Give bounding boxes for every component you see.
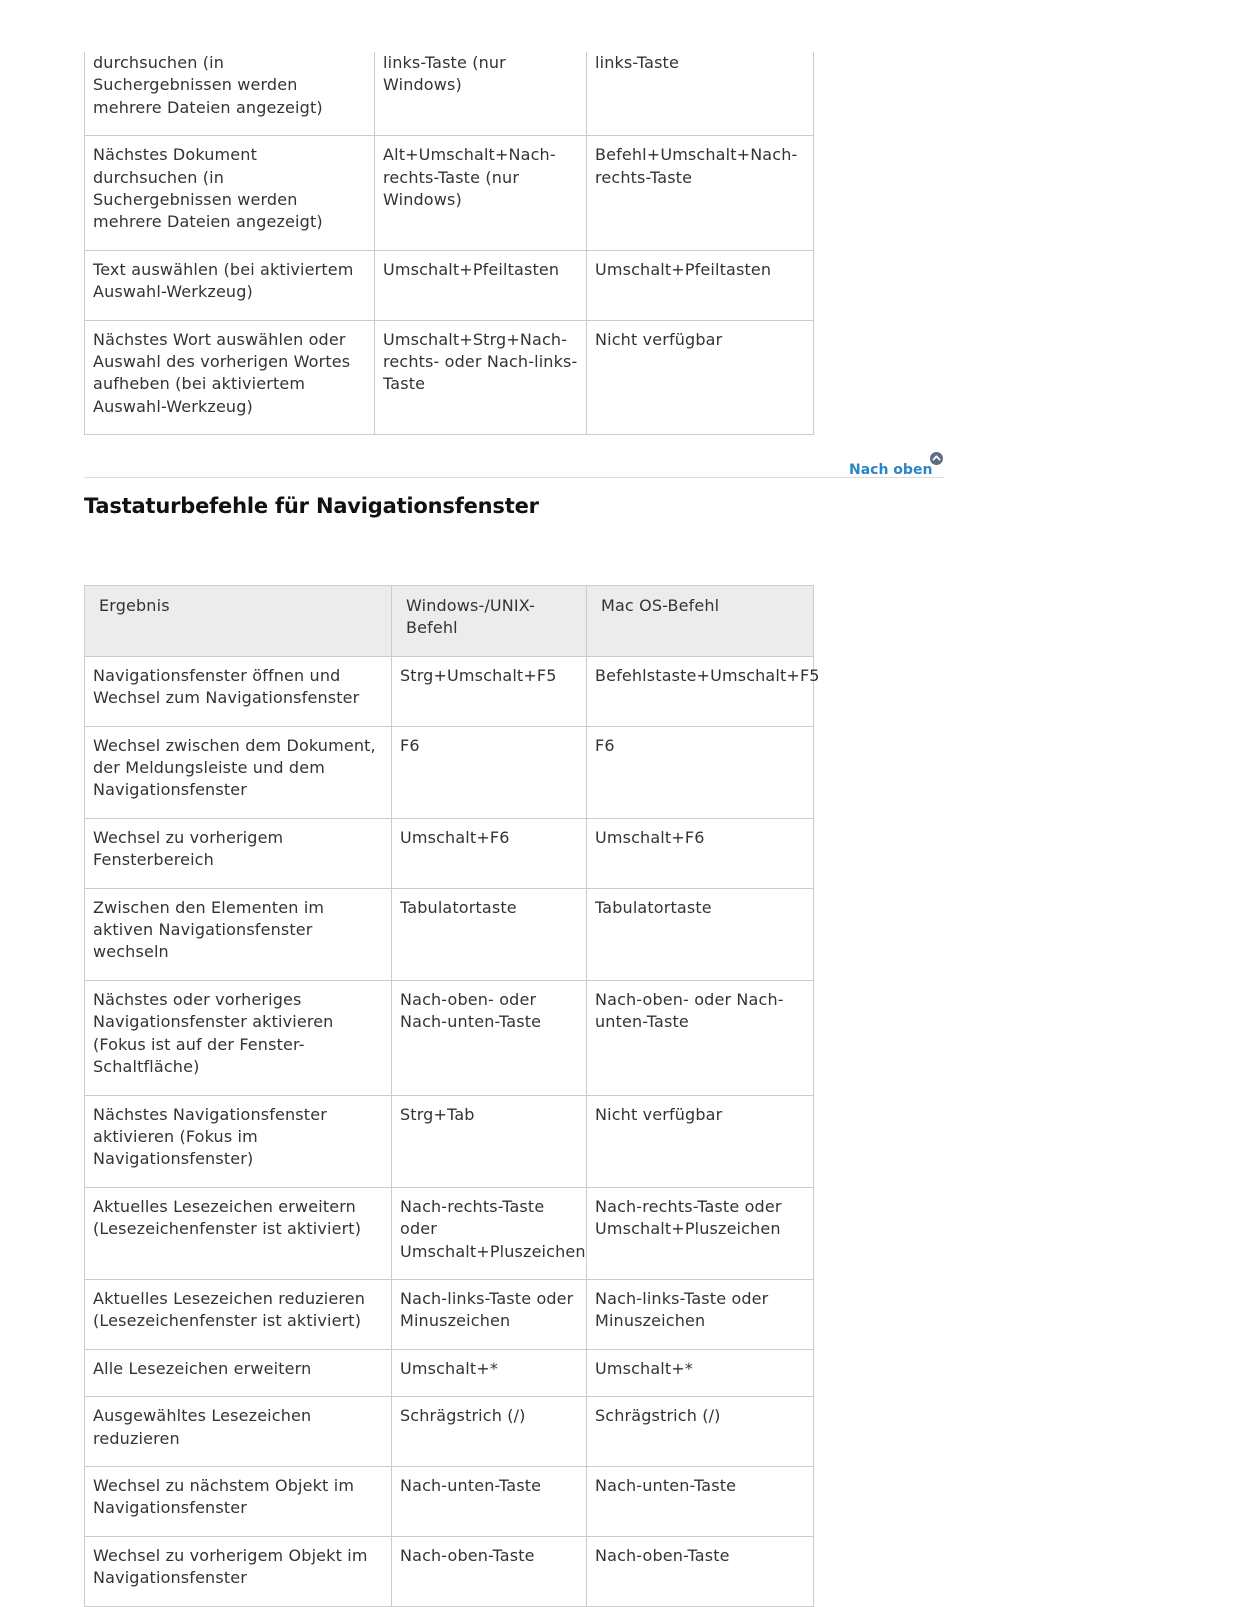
table-cell-windows: Strg+Tab [392,1095,587,1187]
table-row [85,1095,814,1187]
shortcuts-table-continued [84,52,814,435]
section-title: Tastaturbefehle für Navigationsfenster [84,494,539,518]
table-cell-windows: Nach-unten-Taste [392,1466,587,1536]
table-cell-windows: Nach-oben- oder Nach-unten-Taste [392,980,587,1095]
table-row [85,726,814,818]
table-cell-mac: Befehlstaste+Umschalt+F5 [587,656,814,726]
back-to-top-link[interactable]: Nach oben [849,462,933,478]
table-cell-result: Nächstes Dokument durchsuchen (in Suchergebnissen werden mehrere Dateien angezeigt) [85,136,375,251]
table-cell-result: durchsuchen (in Suchergebnissen werden mehrere Dateien angezeigt) [85,52,375,136]
table-cell-windows: Strg+Umschalt+F5 [392,656,587,726]
table-row [85,136,814,251]
table-cell-windows: links-Taste (nur Windows) [375,52,587,136]
table-row [85,888,814,980]
section-divider [84,477,944,478]
table-row [85,1397,814,1467]
table-cell-mac: Befehl+Umschalt+Nach-rechts-Taste [587,136,814,251]
table-row [85,980,814,1095]
nav-table-viewport [84,585,820,1588]
table-row [85,1466,814,1536]
table-cell-mac: F6 [587,726,814,818]
table-row [85,52,814,136]
table-cell-mac: Nach-oben- oder Nach-unten-Taste [587,980,814,1095]
table-row [85,818,814,888]
table-cell-mac: Nach-oben-Taste [587,1536,814,1606]
table-cell-result: Aktuelles Lesezeichen erweitern (Lesezeichenfenster ist aktiviert) [85,1187,392,1279]
table-cell-result: Text auswählen (bei aktiviertem Auswahl-Werkzeug) [85,250,375,320]
table-cell-mac: Nicht verfügbar [587,320,814,435]
table-row [85,656,814,726]
table-cell-result: Wechsel zu vorherigem Objekt im Navigationsfenster [85,1536,392,1606]
table-cell-mac: Nach-rechts-Taste oder Umschalt+Pluszeichen [587,1187,814,1279]
table-cell-windows: Schrägstrich (/) [392,1397,587,1467]
table-cell-mac: Schrägstrich (/) [587,1397,814,1467]
table-cell-windows: Umschalt+F6 [392,818,587,888]
table-cell-windows: Nach-rechts-Taste oder Umschalt+Pluszeichen [392,1187,587,1279]
table-cell-result: Navigationsfenster öffnen und Wechsel zum Navigationsfenster [85,656,392,726]
table-row [85,1536,814,1606]
table-cell-windows: Umschalt+Pfeiltasten [375,250,587,320]
table-cell-windows: Nach-links-Taste oder Minuszeichen [392,1279,587,1349]
column-header-windows: Windows-/UNIX-Befehl [392,586,587,657]
table-cell-mac: Umschalt+F6 [587,818,814,888]
table-cell-windows: Umschalt+* [392,1349,587,1396]
table-cell-result: Zwischen den Elementen im aktiven Navigationsfenster wechseln [85,888,392,980]
table-cell-mac: Umschalt+Pfeiltasten [587,250,814,320]
table-cell-mac: links-Taste [587,52,814,136]
navigation-shortcuts-table [84,585,820,1607]
table-cell-result: Nächstes Navigationsfenster aktivieren (Fokus im Navigationsfenster) [85,1095,392,1187]
table-cell-mac: Umschalt+* [587,1349,814,1396]
column-header-mac: Mac OS-Befehl [587,586,814,657]
table-cell-result: Ausgewähltes Lesezeichen reduzieren [85,1397,392,1467]
table-cell-result: Nächstes Wort auswählen oder Auswahl des vorherigen Wortes aufheben (bei aktiviertem Auswahl-Werkzeug) [85,320,375,435]
table-header-row [85,586,814,657]
column-header-result: Ergebnis [85,586,392,657]
table-row [85,1279,814,1349]
table-cell-mac: Nach-links-Taste oder Minuszeichen [587,1279,814,1349]
table-cell-result: Alle Lesezeichen erweitern [85,1349,392,1396]
table-cell-windows: Nach-oben-Taste [392,1536,587,1606]
table-cell-windows: Alt+Umschalt+Nach-rechts-Taste (nur Windows) [375,136,587,251]
table-row [85,1187,814,1279]
table-cell-mac: Nach-unten-Taste [587,1466,814,1536]
table-cell-result: Wechsel zwischen dem Dokument, der Meldungsleiste und dem Navigationsfenster [85,726,392,818]
table-cell-windows: Umschalt+Strg+Nach-rechts- oder Nach-links-Taste [375,320,587,435]
table-cell-result: Nächstes oder vorheriges Navigationsfenster aktivieren (Fokus ist auf der Fenster-Schaltfläche) [85,980,392,1095]
table-cell-mac: Tabulatortaste [587,888,814,980]
table-cell-windows: Tabulatortaste [392,888,587,980]
table-cell-windows: F6 [392,726,587,818]
table-cell-result: Wechsel zu nächstem Objekt im Navigationsfenster [85,1466,392,1536]
table-row [85,320,814,435]
table-row [85,1349,814,1396]
table-cell-result: Wechsel zu vorherigem Fensterbereich [85,818,392,888]
table-row [85,250,814,320]
table-cell-mac: Nicht verfügbar [587,1095,814,1187]
circle-arrow-up-icon[interactable] [930,452,943,465]
table-cell-result: Aktuelles Lesezeichen reduzieren (Lesezeichenfenster ist aktiviert) [85,1279,392,1349]
